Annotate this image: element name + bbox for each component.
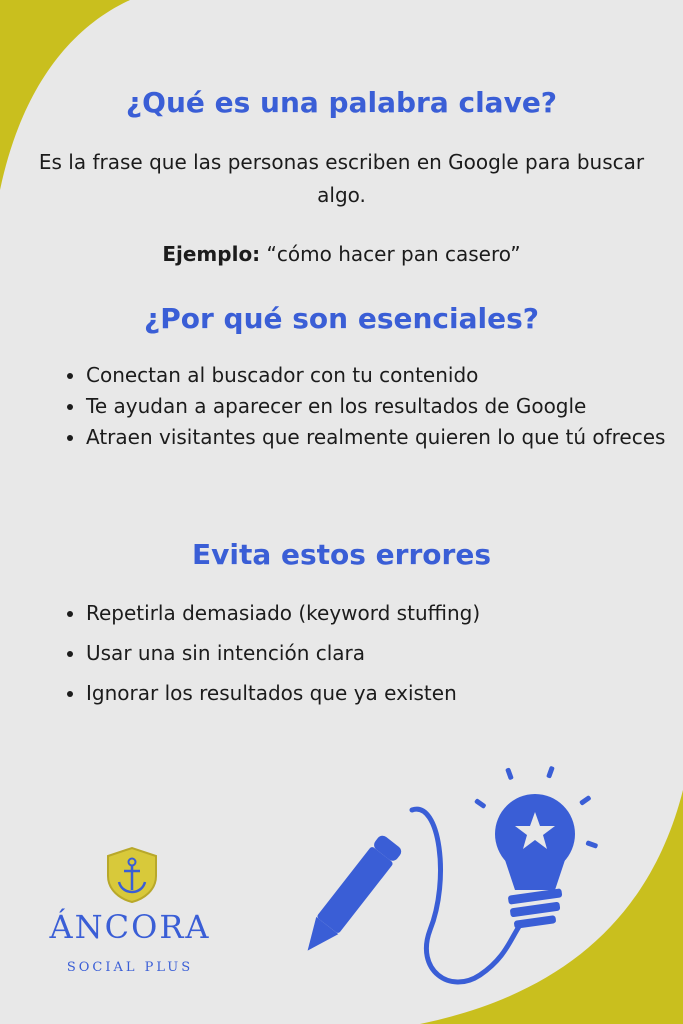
errors-list bbox=[58, 598, 676, 718]
essential-list bbox=[58, 360, 676, 453]
example-text: “cómo hacer pan casero” bbox=[260, 242, 521, 266]
section-title-errors: Evita estos errores bbox=[191, 538, 491, 571]
list-item: • Repetirla demasiado (keyword stuffing) bbox=[86, 598, 676, 629]
keyword-example bbox=[30, 238, 653, 271]
list-item: • Atraen visitantes que realmente quieren lo que tú ofreces bbox=[86, 422, 676, 453]
section-title-keyword: ¿Qué es una palabra clave? bbox=[125, 86, 558, 119]
example-label: Ejemplo: bbox=[162, 242, 261, 266]
pencil-lightbulb-icon bbox=[300, 760, 620, 1000]
logo-name: ÁNCORA bbox=[49, 908, 211, 946]
section-title-essential: ¿Por qué son esenciales? bbox=[143, 302, 540, 335]
list-item: • Te ayudan a aparecer en los resultados de Google bbox=[86, 391, 676, 422]
keyword-description: Es la frase que las personas escriben en Google para buscar algo. bbox=[38, 150, 645, 207]
list-item: • Usar una sin intención clara bbox=[86, 638, 676, 669]
list-item: • Ignorar los resultados que ya existen bbox=[86, 678, 676, 709]
anchor-shield-icon bbox=[104, 846, 160, 904]
list-item: • Conectan al buscador con tu contenido bbox=[86, 360, 676, 391]
logo-tagline: SOCIAL PLUS bbox=[66, 960, 194, 975]
